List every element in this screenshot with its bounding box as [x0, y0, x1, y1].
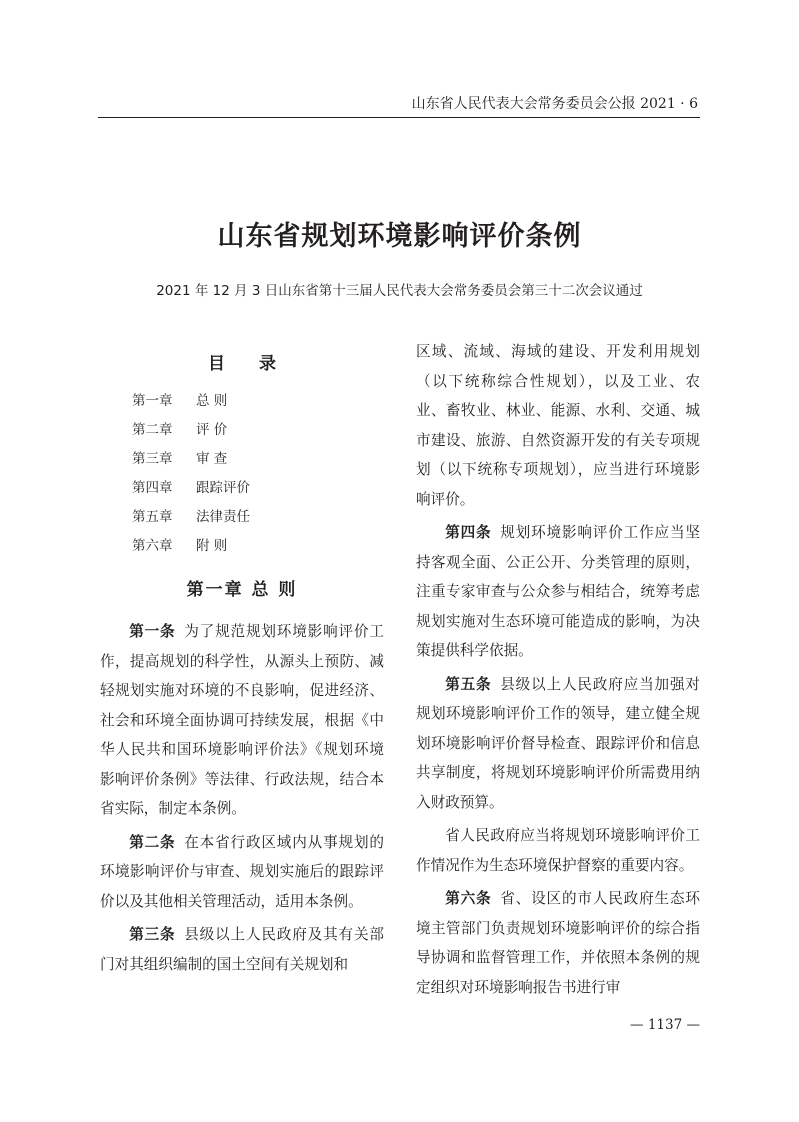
- left-column: [100, 337, 384, 983]
- toc-item: [132, 503, 384, 532]
- toc-name: 法律责任: [196, 509, 250, 525]
- article-text: 县级以上人民政府应当加强对规划环境影响评价工作的领导，建立健全规划环境影响评价督导检查、跟踪评价和信息共享制度，将规划环境影响评价所需费用纳入财政预算。: [416, 675, 700, 811]
- toc-item: [132, 387, 384, 416]
- right-column: [416, 337, 700, 1006]
- document-title: 山东省规划环境影响评价条例: [217, 221, 582, 252]
- article-text: 在本省行政区域内从事规划的环境影响评价与审查、规划实施后的跟踪评价以及其他相关管理活动，适用本条例。: [100, 833, 384, 910]
- article-6: [416, 884, 700, 1002]
- toc-name: 总 则: [196, 393, 228, 409]
- article-3: [100, 920, 384, 979]
- article-5-paragraph-2: 省人民政府应当将规划环境影响评价工作情况作为生态环境保护督察的重要内容。: [416, 827, 700, 874]
- article-label: 第五条: [445, 675, 492, 693]
- toc-name: 跟踪评价: [196, 480, 250, 496]
- toc-name: 审 查: [196, 451, 228, 467]
- article-text: 县级以上人民政府及其有关部门对其组织编制的国土空间有关规划和: [100, 926, 384, 973]
- article-text: 规划环境影响评价工作应当坚持客观全面、公正公开、分类管理的原则，注重专家审查与公众参与相结合，统筹考虑规划实施对生态环境可能造成的影响，为决策提供科学依据。: [416, 524, 700, 659]
- running-header: 山东省人民代表大会常务委员会公报 2021 · 6: [411, 96, 698, 112]
- toc-chapter: 第一章: [132, 393, 173, 409]
- article-label: 第二条: [129, 833, 176, 851]
- adoption-note: 2021 年 12 月 3 日山东省第十三届人民代表大会常务委员会第三十二次会议通过: [156, 283, 643, 299]
- toc-chapter: 第六章: [132, 538, 173, 554]
- toc-chapter: 第二章: [132, 422, 173, 438]
- header-rule: [98, 117, 700, 118]
- toc-name: 附 则: [196, 538, 228, 554]
- article-5: [416, 670, 700, 818]
- article-label: 第三条: [129, 926, 176, 943]
- toc-item: [132, 416, 384, 445]
- article-label: 第六条: [445, 890, 492, 907]
- article-label: 第四条: [445, 524, 492, 541]
- article-2: [100, 828, 384, 917]
- toc-name: 评 价: [196, 422, 228, 438]
- toc-item: [132, 445, 384, 474]
- article-4: [416, 518, 700, 666]
- toc-chapter: 第四章: [132, 480, 173, 496]
- table-of-contents: [100, 387, 384, 561]
- toc-chapter: 第三章: [132, 451, 173, 467]
- toc-chapter: 第五章: [132, 509, 173, 525]
- article-text: 为了规范规划环境影响评价工作，提高规划的科学性，从源头上预防、减轻规划实施对环境的不良影响，促进经济、社会和环境全面协调可持续发展，根据《中华人民共和国环境影响评价法》《规划环境影响评价条例》等法律、行政法规，结合本省实际，制定本条例。: [100, 623, 384, 817]
- article-label: 第一条: [129, 623, 176, 640]
- toc-item: [132, 532, 384, 561]
- page-number: — 1137 —: [630, 1017, 700, 1033]
- article-text: 省、设区的市人民政府生态环境主管部门负责规划环境影响评价的综合指导协调和监督管理工作，并依照本条例的规定组织对环境影响报告书进行审: [416, 890, 700, 996]
- toc-item: [132, 474, 384, 503]
- article-3-continued: 区域、流域、海域的建设、开发利用规划（以下统称综合性规划），以及工业、农业、畜牧业、林业、能源、水利、交通、城市建设、旅游、自然资源开发的有关专项规划（以下统称专项规划），应当进行环境影响评价。: [416, 343, 700, 508]
- toc-heading: 目 录: [208, 354, 290, 374]
- article-1: [100, 617, 384, 824]
- chapter-heading: 第一章 总 则: [186, 580, 298, 600]
